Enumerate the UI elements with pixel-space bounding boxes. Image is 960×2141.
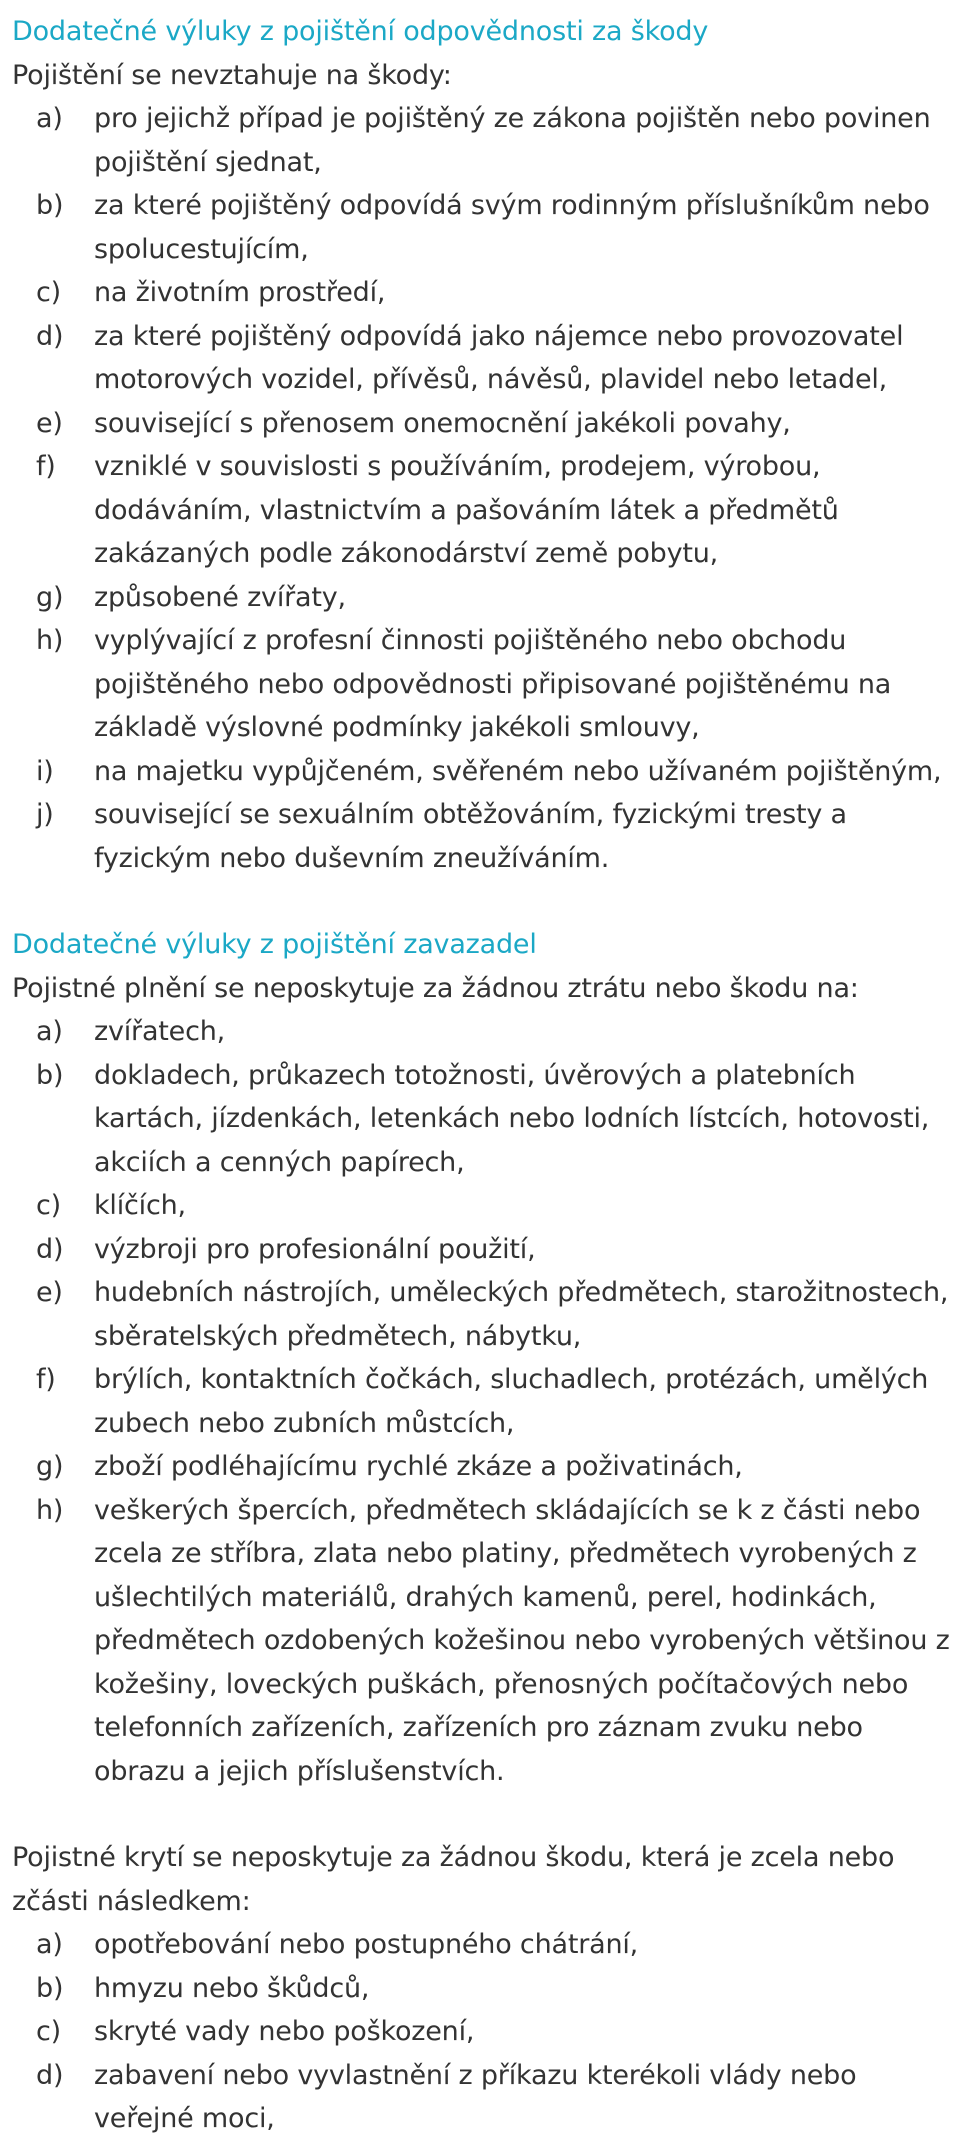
list-item [12,619,960,750]
list-marker: h) [36,1494,64,1526]
list-marker: c) [36,1190,61,1221]
list-item [12,1228,960,1272]
list-item-text: hudebních nástrojích, uměleckých předmětech, starožitnostech, sběratelských předmětech, nábytku, [94,1277,949,1352]
list-marker: d) [36,2059,64,2091]
list-marker: f) [36,1364,56,1395]
list-marker: c) [36,277,61,308]
list-marker: a) [36,1016,63,1047]
list-marker: g) [36,1451,64,1482]
list-item-text: výzbroji pro profesionální použití, [94,1233,536,1265]
list-item [12,1010,960,1054]
section-spacer [12,880,960,923]
list-marker: d) [36,320,64,352]
list-item-text: skryté vady nebo poškození, [94,2016,475,2047]
list-marker: b) [36,1972,64,2004]
list-item [12,1489,960,1794]
list-marker: i) [36,755,54,787]
list-item-text: za které pojištěný odpovídá svým rodinným příslušníkům nebo spolucestujícím, [94,190,930,265]
list-item [12,2010,960,2054]
section-intro-baggage: Pojistné plnění se neposkytuje za žádnou ztrátu nebo škodu na: [12,972,859,1004]
list-item-text: na životním prostředí, [94,277,386,308]
section-spacer [12,1793,960,1836]
list-item [12,271,960,315]
list-marker: a) [36,1929,63,1960]
list-item [12,750,960,794]
list-item [12,402,960,446]
list-item [12,2054,960,2141]
list-item-text: zvířatech, [94,1016,226,1047]
list-item [12,1054,960,1185]
list-item-text: vyplývající z profesní činnosti pojištěného nebo obchodu pojištěného nebo odpovědnosti připisované pojištěnému na základě výslovné podmínky jakékoli smlouvy, [94,625,892,743]
list-item [12,1184,960,1228]
section-intro-coverage: Pojistné krytí se neposkytuje za žádnou škodu, která je zcela nebo zčásti následkem: [12,1842,895,1917]
list-marker: d) [36,1233,64,1265]
list-item [12,97,960,184]
section-heading-liability: Dodatečné výluky z pojištění odpovědnosti za škody [12,16,709,47]
list-item-text: brýlích, kontaktních čočkách, sluchadlech, protézách, umělých zubech nebo zubních můstcích, [94,1364,929,1439]
section-intro-liability: Pojištění se nevztahuje na škody: [12,59,452,91]
list-item-text: opotřebování nebo postupného chátrání, [94,1929,639,1960]
list-item-text: související s přenosem onemocnění jakékoli povahy, [94,407,791,439]
list-item-text: hmyzu nebo škůdců, [94,1972,370,2004]
list-marker: j) [36,799,54,830]
section-heading-baggage: Dodatečné výluky z pojištění zavazadel [12,929,537,960]
list-marker: h) [36,625,64,656]
list-item-text: zabavení nebo vyvlastnění z příkazu kterékoli vlády nebo veřejné moci, [94,2059,857,2134]
list-item-text: vzniklé v souvislosti s používáním, prodejem, výrobou, dodáváním, vlastnictvím a pašováním látek a předmětů zakázaných podle zákonodárství země pobytu, [94,451,839,569]
list-item-text: způsobené zvířaty, [94,581,346,613]
exclusions-list-liability [12,97,960,880]
list-marker: a) [36,103,63,134]
exclusions-list-baggage [12,1010,960,1793]
list-item-text: na majetku vypůjčeném, svěřeném nebo užívaném pojištěným, [94,755,942,787]
list-item-text: zboží podléhajícímu rychlé zkáze a poživatinách, [94,1451,743,1482]
list-marker: b) [36,1059,64,1091]
list-marker: f) [36,451,56,482]
list-item [12,445,960,576]
list-item-text: veškerých špercích, předmětech skládajících se k z části nebo zcela ze stříbra, zlata nebo platiny, předmětech vyrobených z ušlechtilých materiálů, drahých kamenů, perel, hodinkách, předmětech ozdobených kožešinou nebo vyrobených většinou z kožešiny, loveckých puškách, přenosných počítačových nebo telefonních zařízeních, zařízeních pro záznam zvuku nebo obrazu a jejich příslušenstvích. [94,1494,950,1787]
exclusions-list-coverage [12,1923,960,2141]
list-item-text: dokladech, průkazech totožnosti, úvěrových a platebních kartách, jízdenkách, letenkách nebo lodních lístcích, hotovosti, akciích a cenných papírech, [94,1059,930,1178]
list-item-text: související se sexuálním obtěžováním, fyzickými tresty a fyzickým nebo duševním zneužíváním. [94,799,847,874]
list-item [12,1358,960,1445]
list-marker: e) [36,407,63,439]
list-marker: g) [36,581,64,613]
list-item-text: za které pojištěný odpovídá jako nájemce nebo provozovatel motorových vozidel, přívěsů, návěsů, plavidel nebo letadel, [94,320,904,395]
list-item [12,576,960,620]
list-marker: e) [36,1277,63,1308]
list-item [12,184,960,271]
list-item [12,315,960,402]
list-marker: b) [36,190,64,221]
list-item [12,793,960,880]
list-item [12,1967,960,2011]
list-item-text: pro jejichž případ je pojištěný ze zákona pojištěn nebo povinen pojištění sjednat, [94,103,931,178]
list-item [12,1923,960,1967]
list-item [12,1271,960,1358]
list-item [12,1445,960,1489]
list-marker: c) [36,2016,61,2047]
list-item-text: klíčích, [94,1190,186,1221]
